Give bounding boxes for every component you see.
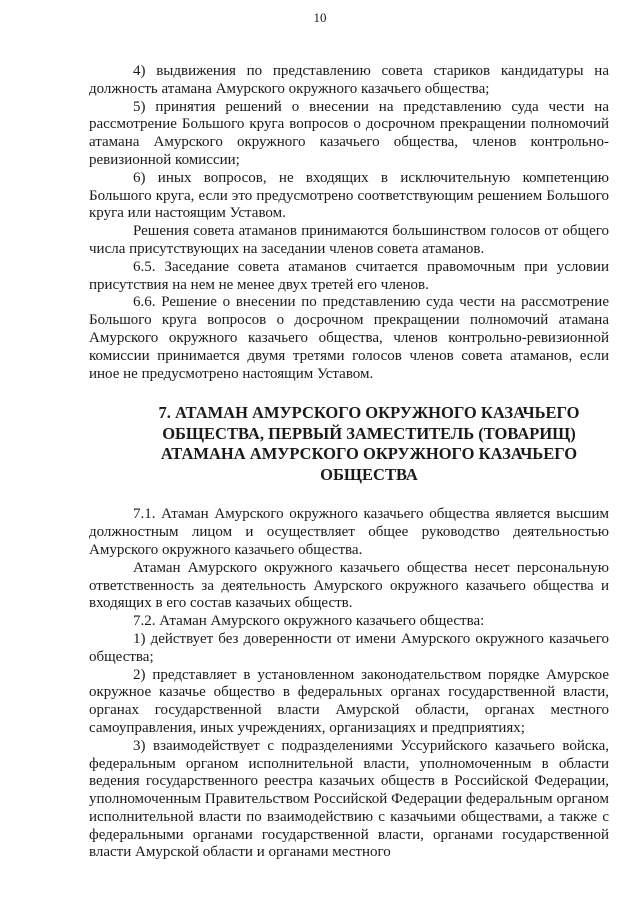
- paragraph: 2) представляет в установленном законодательством порядке Амурское окружное казачье общество в федеральных органах государственной власти, органах государственной власти Амурской области, органах местного самоуправления, иных учреждениях, организациях и предприятиях;: [89, 666, 609, 736]
- paragraph: 1) действует без доверенности от имени Амурского окружного казачьего общества;: [89, 630, 609, 665]
- paragraph: Решения совета атаманов принимаются большинством голосов от общего числа присутствующих на заседании членов совета атаманов.: [89, 223, 609, 257]
- page-number: 10: [313, 10, 327, 25]
- paragraph: 4) выдвижения по представлению совета стариков кандидатуры на должность атамана Амурского окружного казачьего общества;: [89, 63, 609, 97]
- paragraph: 7.2. Атаман Амурского окружного казачьего общества:: [133, 613, 485, 630]
- paragraph: 6.6. Решение о внесении по представлению суда чести на рассмотрение Большого круга вопросов о досрочном прекращении полномочий атамана Амурского окружного казачьего общества, членов контрольно-ревизионной комиссии принимается двумя третями голосов членов совета атаманов, если иное не предусмотрено настоящим Уставом.: [89, 294, 609, 382]
- paragraph: 3) взаимодействует с подразделениями Уссурийского казачьего войска, федеральным органом исполнительной власти, уполномоченным в области ведения государственного реестра казачьих обществ в Российской Федерации, уполномоченным Правительством Российской Федерации федеральным органом исполнительной власти по взаимодействию с казачьими обществами, а также с федеральными органами государственной власти, органами государственной власти Амурской области и органами местного: [89, 737, 609, 861]
- document-body: [89, 63, 609, 862]
- paragraph: 6.5. Заседание совета атаманов считается правомочным при условии присутствия на нем не менее двух третей его членов.: [89, 258, 609, 293]
- paragraph: 7.1. Атаман Амурского окружного казачьего общества является высшим должностным лицом и осуществляет общее руководство деятельностью Амурского окружного казачьего общества.: [89, 506, 609, 558]
- paragraph: 5) принятия решений о внесении на представлению суда чести на рассмотрение Большого круга вопросов о досрочном прекращении полномочий атамана Амурского окружного казачьего общества, членов контрольно-ревизионной комиссии;: [89, 98, 609, 168]
- paragraph: Атаман Амурского окружного казачьего общества несет персональную ответственность за деятельность Амурского окружного казачьего общества и входящих в его состав казачьих обществ.: [89, 559, 609, 612]
- paragraph: 6) иных вопросов, не входящих в исключительную компетенцию Большого круга, если это предусмотрено соответствующим решением Большого круга или настоящим Уставом.: [89, 169, 609, 222]
- section-heading: 7. АТАМАН АМУРСКОГО ОКРУЖНОГО КАЗАЧЬЕГО ОБЩЕСТВА, ПЕРВЫЙ ЗАМЕСТИТЕЛЬ (ТОВАРИЩ) АТАМАНА АМУРСКОГО ОКРУЖНОГО КАЗАЧЬЕГО ОБЩЕСТВА: [158, 403, 580, 484]
